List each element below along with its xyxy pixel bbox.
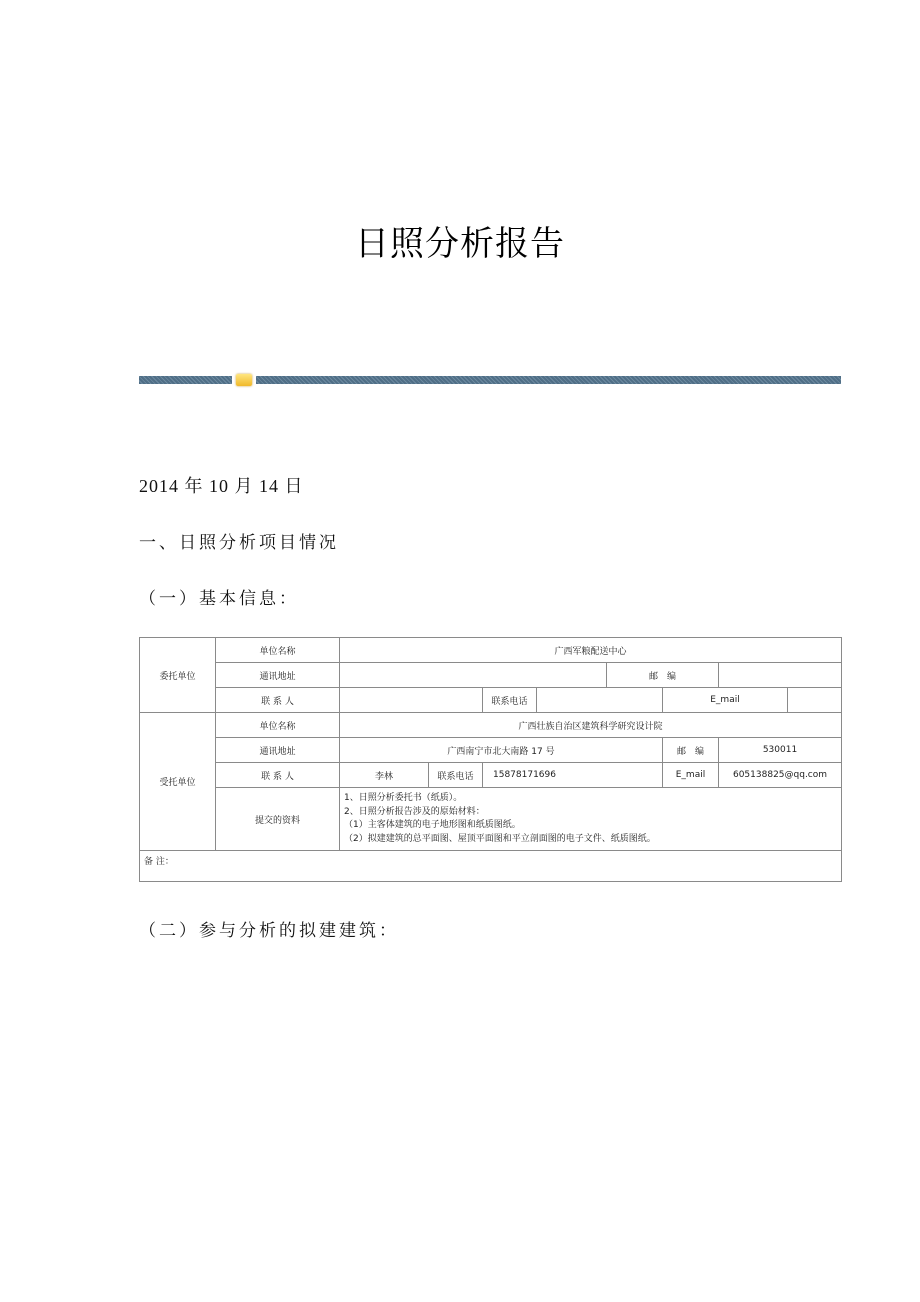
contractor-postcode-label: 邮 编 [663, 738, 719, 763]
list-item: （1）主客体建筑的电子地形图和纸质图纸。 [344, 820, 521, 830]
table-row [140, 763, 842, 788]
table-row [140, 738, 842, 763]
basic-info-table [139, 637, 842, 882]
contractor-phone-label: 联系电话 [429, 763, 483, 788]
client-email-value [788, 688, 842, 713]
contractor-address-label: 通讯地址 [216, 738, 340, 763]
client-phone-value [537, 688, 663, 713]
contractor-materials-label: 提交的资料 [216, 788, 340, 851]
envelope-icon [236, 374, 252, 386]
list-item: 2、日照分析报告涉及的原始材料： [344, 806, 485, 817]
table-row [140, 788, 842, 851]
contractor-contact-value: 李林 [340, 763, 429, 788]
section-heading-project-info: 一、日照分析项目情况 [139, 533, 339, 553]
client-name-label: 单位名称 [216, 638, 340, 663]
table-row [140, 713, 842, 738]
client-address-value [340, 663, 607, 688]
divider-bar-right [256, 376, 841, 384]
subsection-heading-proposed-buildings: （二）参与分析的拟建建筑： [139, 921, 399, 941]
client-contact-value [340, 688, 483, 713]
subsection-heading-basic-info: （一）基本信息： [139, 589, 299, 609]
contractor-contact-label: 联 系 人 [216, 763, 340, 788]
contractor-phone-value: 15878171696 [483, 763, 663, 788]
contractor-name-label: 单位名称 [216, 713, 340, 738]
table-row [140, 851, 842, 882]
report-date: 2014 年 10 月 14 日 [139, 476, 304, 496]
contractor-materials-list [340, 788, 842, 851]
list-item: （2）拟建建筑的总平面图、屋顶平面图和平立剖面图的电子文件、纸质图纸。 [344, 833, 656, 844]
client-address-label: 通讯地址 [216, 663, 340, 688]
divider-bar-left [139, 376, 232, 384]
document-title: 日照分析报告 [355, 224, 565, 264]
client-email-label: E_mail [663, 688, 788, 713]
list-item: 1、日照分析委托书（纸质）。 [344, 793, 463, 803]
table-row [140, 663, 842, 688]
remarks-label: 备 注： [144, 857, 174, 867]
contractor-address-value: 广西南宁市北大南路 17 号 [340, 738, 663, 763]
client-postcode-label: 邮 编 [607, 663, 719, 688]
client-name-value: 广西军粮配送中心 [340, 638, 842, 663]
client-postcode-value [719, 663, 842, 688]
client-contact-label: 联 系 人 [216, 688, 340, 713]
remarks-cell [140, 851, 842, 882]
contractor-email-value: 605138825@qq.com [719, 763, 842, 788]
client-phone-label: 联系电话 [483, 688, 537, 713]
contractor-email-label: E_mail [663, 763, 719, 788]
table-row [140, 638, 842, 663]
table-row [140, 688, 842, 713]
contractor-postcode-value: 530011 [719, 738, 842, 763]
decorative-divider [139, 376, 841, 384]
client-group-label: 委托单位 [140, 638, 216, 713]
contractor-name-value: 广西壮族自治区建筑科学研究设计院 [340, 713, 842, 738]
contractor-group-label: 受托单位 [140, 713, 216, 851]
